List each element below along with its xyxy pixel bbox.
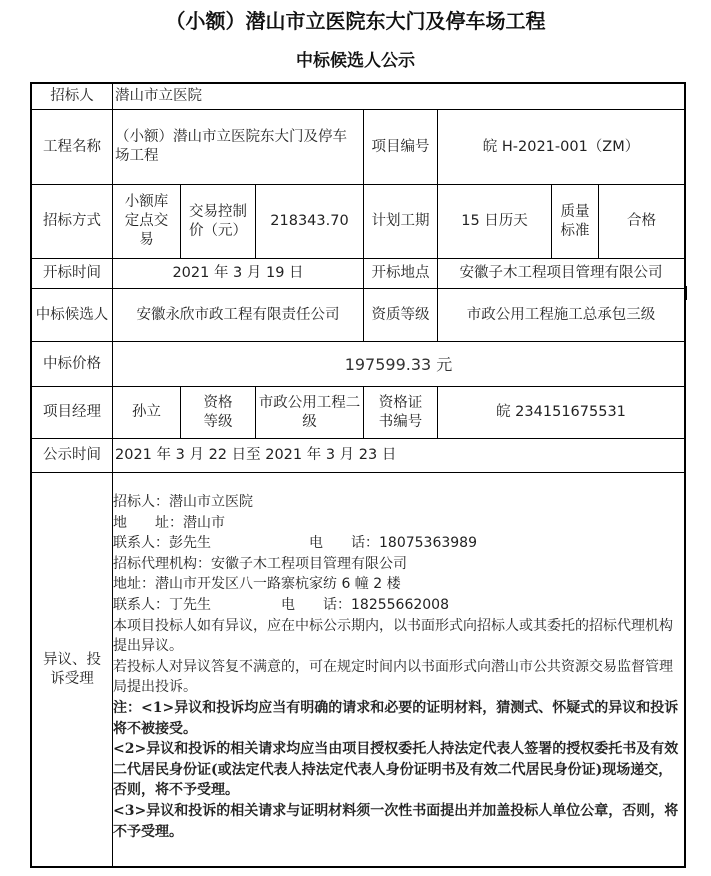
open-time-value: 2021 年 3 月 19 日 xyxy=(113,259,364,289)
qualification-value: 市政公用工程施工总承包三级 xyxy=(438,289,684,342)
note-3: <3>异议和投诉的相关请求与证明材料须一次性书面提出并加盖投标人单位公章，否则，将不予受理。 xyxy=(113,802,679,840)
project-no-label: 项目编号 xyxy=(364,110,438,185)
method-label: 招标方式 xyxy=(32,185,113,259)
objection-line: 招标人：潜山市立医院 xyxy=(113,494,253,510)
manager-grade-value: 市政公用工程二级 xyxy=(256,387,364,439)
page-title: （小额）潜山市立医院东大门及停车场工程 xyxy=(165,9,546,33)
manager-grade-label: 资格等级 xyxy=(181,387,256,439)
open-time-label: 开标时间 xyxy=(32,259,113,289)
control-price-label: 交易控制价（元） xyxy=(181,185,256,259)
project-name-value: （小额）潜山市立医院东大门及停车场工程 xyxy=(113,110,364,185)
price-label: 中标价格 xyxy=(32,342,113,387)
publicity-label: 公示时间 xyxy=(32,439,113,473)
cert-value: 皖 234151675531 xyxy=(438,387,684,439)
qualification-label: 资质等级 xyxy=(364,289,438,342)
objection-label: 异议、投诉受理 xyxy=(32,473,113,866)
objection-line: 本项目投标人如有异议，应在中标公示期内，以书面形式向招标人或其委托的招标代理机构提出异议。 xyxy=(113,617,673,655)
objection-line: 地 址：潜山市 xyxy=(113,514,225,531)
objection-line: 招标代理机构：安徽子木工程项目管理有限公司 xyxy=(113,555,407,572)
control-price-value: 218343.70 xyxy=(256,185,364,259)
note-1: 注：<1>异议和投诉均应当有明确的请求和必要的证明材料，猜测式、怀疑式的异议和投诉将不被接受。 xyxy=(113,699,679,737)
quality-value: 合格 xyxy=(599,185,684,259)
candidate-label: 中标候选人 xyxy=(32,289,113,342)
note-2: <2>异议和投诉的相关请求均应当由项目授权委托人持法定代表人签署的授权委托书及有效二代居民身份证(或法定代表人持法定代表人身份证明书及有效二代居民身份证)现场递交，否则，将不予受理。 xyxy=(113,741,679,799)
objection-line: 地址：潜山市开发区八一路寨杭家纺 6 幢 2 楼 xyxy=(113,576,401,593)
objection-line: 联系人：丁先生 电 话：18255662008 xyxy=(113,596,449,613)
candidate-value: 安徽永欣市政工程有限责任公司 xyxy=(113,289,364,342)
project-no-value: 皖 H-2021-001（ZM） xyxy=(438,110,684,185)
page-subtitle: 中标候选人公示 xyxy=(296,51,415,71)
manager-value: 孙立 xyxy=(113,387,181,439)
objection-line: 若投标人对异议答复不满意的，可在规定时间内以书面形式向潜山市公共资源交易监督管理局提出投诉。 xyxy=(113,658,673,696)
method-value: 小额库定点交易 xyxy=(113,185,181,259)
period-label: 计划工期 xyxy=(364,185,438,259)
publicity-value: 2021 年 3 月 22 日至 2021 年 3 月 23 日 xyxy=(113,439,684,473)
tenderer-value: 潜山市立医院 xyxy=(113,84,684,110)
tenderer-label: 招标人 xyxy=(32,84,113,110)
manager-label: 项目经理 xyxy=(32,387,113,439)
objection-line: 联系人：彭先生 电 话：18075363989 xyxy=(113,535,477,552)
cert-label: 资格证书编号 xyxy=(364,387,438,439)
edge-mark xyxy=(684,286,687,300)
quality-label: 质量标准 xyxy=(552,185,599,259)
open-place-label: 开标地点 xyxy=(364,259,438,289)
price-value: 197599.33 元 xyxy=(113,342,684,387)
objection-content xyxy=(113,492,685,842)
project-name-label: 工程名称 xyxy=(32,110,113,185)
open-place-value: 安徽子木工程项目管理有限公司 xyxy=(438,259,684,289)
period-value: 15 日历天 xyxy=(438,185,552,259)
